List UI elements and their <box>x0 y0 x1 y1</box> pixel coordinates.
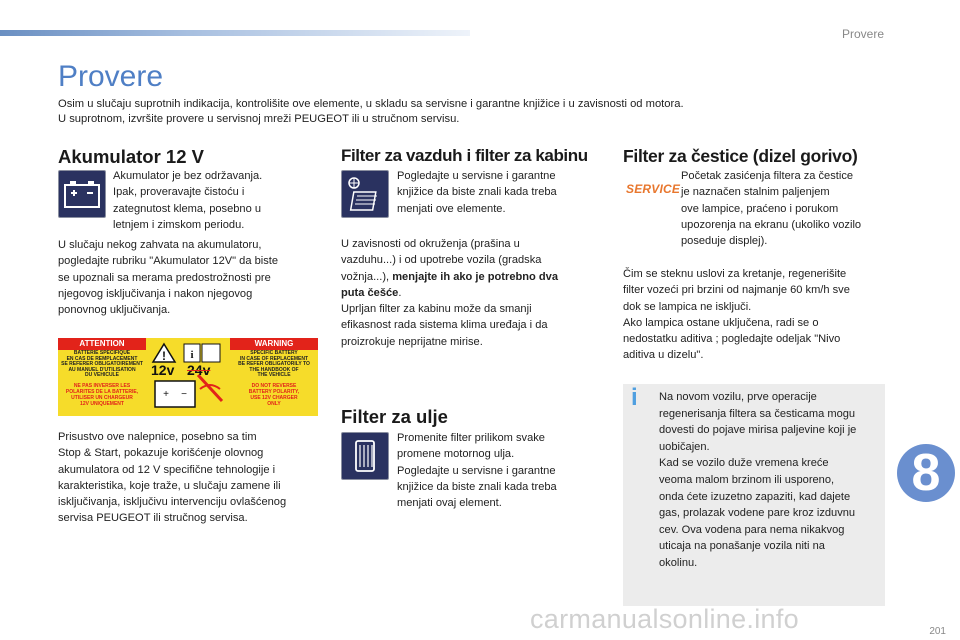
text-line: letnjem i zimskom periodu. <box>113 218 245 231</box>
text-line: knjižice da biste znali kada treba <box>397 186 557 199</box>
oil-filter-text <box>397 430 557 511</box>
label-line: BATTERIE SPECIFIQUE <box>73 350 131 356</box>
particle-filter-text-b <box>623 266 850 364</box>
text-line: uticaja na ponašanje vozila niti na <box>659 540 825 553</box>
text-line: ponovnog uključivanja. <box>58 304 171 317</box>
text-line: proizrokuje neprijatne mirise. <box>341 335 483 348</box>
info-icon: i <box>631 384 638 411</box>
text-line: zategnutost klema, posebno u <box>113 202 262 215</box>
text-line: promene motornog ulja. <box>397 448 515 461</box>
air-filter-icon <box>341 170 389 218</box>
battery-icon <box>58 170 106 218</box>
text-line <box>341 285 558 301</box>
text-line <box>341 269 558 285</box>
label-line: ONLY <box>267 401 281 407</box>
intro-text <box>58 97 898 127</box>
label-line: THE VEHICLE <box>257 372 291 379</box>
text-line: vazduhu...) i od upotrebe vozila (gradska <box>341 254 542 267</box>
svg-text:!: ! <box>162 349 166 363</box>
battery-text-c <box>58 429 286 527</box>
page-title: Provere <box>58 60 164 93</box>
text-line: efikasnost rada sistema klima uređaja i da <box>341 319 548 332</box>
text-line: Uprljan filter za kabinu može da smanji <box>341 303 532 316</box>
battery-warning-label <box>58 338 318 416</box>
text-line: njegovog isključivanja i nakon njegovog <box>58 287 253 300</box>
text-line: isključivanja, isključivu intervenciju ovlašćenog <box>58 496 287 509</box>
text-line: je naznačen stalnim paljenjem <box>681 186 830 199</box>
label-fr-specific <box>59 351 145 379</box>
text-line: akumulatora od 12 V specifične tehnologije i <box>58 463 276 476</box>
text-line: U slučaju nekog zahvata na akumulatoru, <box>58 239 262 251</box>
oil-filter-heading: Filter za ulje <box>341 406 448 427</box>
text-line: dovesti do pojave mirisa paljevine koji je <box>659 424 857 437</box>
battery-text-a <box>113 168 262 233</box>
intro-line: U suprotnom, izvršite provere u servisnoj mreži PEUGEOT ili u stručnom servisu. <box>58 113 460 125</box>
label-fr-polarity <box>59 383 145 407</box>
label-line: EN CAS DE REMPLACEMENT <box>66 355 138 362</box>
label-line: NE PAS INVERSER LES <box>73 383 131 389</box>
text-line: Akumulator je bez održavanja. <box>113 170 263 182</box>
label-en-specific <box>231 351 317 379</box>
svg-text:i: i <box>190 349 194 361</box>
label-line: 12V UNIQUEMENT <box>80 401 124 407</box>
label-12v: 12v <box>151 362 175 378</box>
text-line: upozorenja na ekranu (ukoliko vozilo <box>681 218 862 231</box>
text-line: Promenite filter prilikom svake <box>397 432 545 444</box>
text-line: servisa PEUGEOT ili stručnog servisa. <box>58 512 248 525</box>
text-line: okolinu. <box>659 556 698 569</box>
text-line: U zavisnosti od okruženja (prašina u <box>341 238 520 250</box>
text-line: cev. Ova vodena para nema nikakvog <box>659 523 845 536</box>
service-warning-icon: SERVICE <box>626 182 681 196</box>
label-attention: ATTENTION <box>58 338 146 350</box>
text-span: . <box>398 286 402 299</box>
text-line: menjati ovaj element. <box>397 497 502 510</box>
text-line: gas, prolazak vodene pare kroz izduvnu <box>659 507 856 520</box>
particle-filter-heading: Filter za čestice (dizel gorivo) <box>623 146 858 166</box>
label-line: THE HANDBOOK OF <box>249 366 299 373</box>
text-line: Stop & Start, pokazuje korišćenje olovnog <box>58 447 264 460</box>
text-line: uobičajen. <box>659 440 710 453</box>
svg-text:+: + <box>163 389 169 400</box>
text-line: Pogledajte u servisne i garantne <box>397 170 556 182</box>
text-line: ove lampice, praćeno i porukom <box>681 202 839 215</box>
text-line: onda ćete izuzetno zapaziti, kad dajete <box>659 490 851 503</box>
header-section-title: Provere <box>841 27 884 41</box>
cabin-filter-text-b <box>341 236 558 350</box>
text-bold: puta češće <box>341 286 399 299</box>
battery-text-b <box>58 237 278 318</box>
text-line: filter vozeći pri brzini od najmanje 60 km/h sve <box>623 284 850 297</box>
header-accent-bar <box>0 30 470 36</box>
svg-text:−: − <box>181 389 187 400</box>
text-line: menjati ove elemente. <box>397 202 506 215</box>
label-line: DO NOT REVERSE <box>251 383 297 389</box>
text-line: Ipak, proveravajte čistoću i <box>113 186 245 199</box>
info-text <box>659 389 856 572</box>
label-24v: 24v <box>187 362 211 378</box>
text-line: dok se lampica ne isključi. <box>623 300 752 313</box>
text-bold: menjajte ih ako je potrebno dva <box>392 270 559 283</box>
text-line: veoma malom brzinom ili usporeno, <box>659 473 835 486</box>
label-line: SPECIFIC BATTERY <box>250 350 298 356</box>
particle-filter-text-a1 <box>681 168 861 249</box>
label-line: AU MANUEL D'UTILISATION <box>68 366 136 373</box>
text-line: regenerisanja filtera sa česticama mogu <box>659 407 856 420</box>
label-line: USE 12V CHARGER <box>250 395 298 401</box>
text-line: nedostatku aditiva ; pogledajte odeljak "Nivo <box>623 333 841 346</box>
text-line: Ako lampica ostane uključena, radi se o <box>623 316 819 329</box>
cabin-filter-text-a <box>397 168 557 217</box>
text-line: karakteristika, koje traže, u slučaju zamene ili <box>58 479 281 492</box>
text-line: Pogledajte u servisne i garantne <box>397 464 556 477</box>
text-line: Čim se steknu uslovi za kretanje, regenerišite <box>623 268 847 280</box>
oil-filter-icon <box>341 432 389 480</box>
label-line: IN CASE OF REPLACEMENT <box>239 355 309 362</box>
text-line: Početak zasićenja filtera za čestice <box>681 170 854 182</box>
text-span: vožnja...), <box>341 270 390 283</box>
chapter-badge: 8 <box>897 444 955 502</box>
label-warning: WARNING <box>230 338 318 350</box>
cabin-filter-heading: Filter za vazduh i filter za kabinu <box>341 146 588 165</box>
label-line: BATTERY POLARITY, <box>248 389 300 395</box>
watermark: carmanualsonline.info <box>530 604 799 634</box>
text-line: se upoznali sa merama predostrožnosti pre <box>58 271 271 284</box>
text-line: knjižice da biste znali kada treba <box>397 480 557 493</box>
page-number: 201 <box>929 626 946 637</box>
label-en-polarity <box>231 383 317 407</box>
label-line: POLARITES DE LA BATTERIE, <box>65 389 139 395</box>
label-line: SE REFERER OBLIGATOIREMENT <box>61 361 143 368</box>
text-line: poseduje displej). <box>681 235 768 248</box>
text-line: Na novom vozilu, prve operacije <box>659 391 817 403</box>
battery-heading: Akumulator 12 V <box>58 146 204 167</box>
text-line: Prisustvo ove nalepnice, posebno sa tim <box>58 431 257 443</box>
intro-line: Osim u slučaju suprotnih indikacija, kontrolišite ove elemente, u skladu sa servisne i garantne knjižice i u zavisnosti od motora. <box>58 98 684 110</box>
text-line: Kad se vozilo duže vremena kreće <box>659 457 829 470</box>
text-line: pogledajte rubriku "Akumulator 12V" da biste <box>58 255 279 268</box>
label-line: UTILISER UN CHARGEUR <box>71 395 133 401</box>
text-line: aditiva u dizelu". <box>623 349 704 362</box>
label-line: DU VEHICULE <box>85 372 119 379</box>
label-line: BE REFER OBLIGATORILY TO <box>238 361 310 368</box>
